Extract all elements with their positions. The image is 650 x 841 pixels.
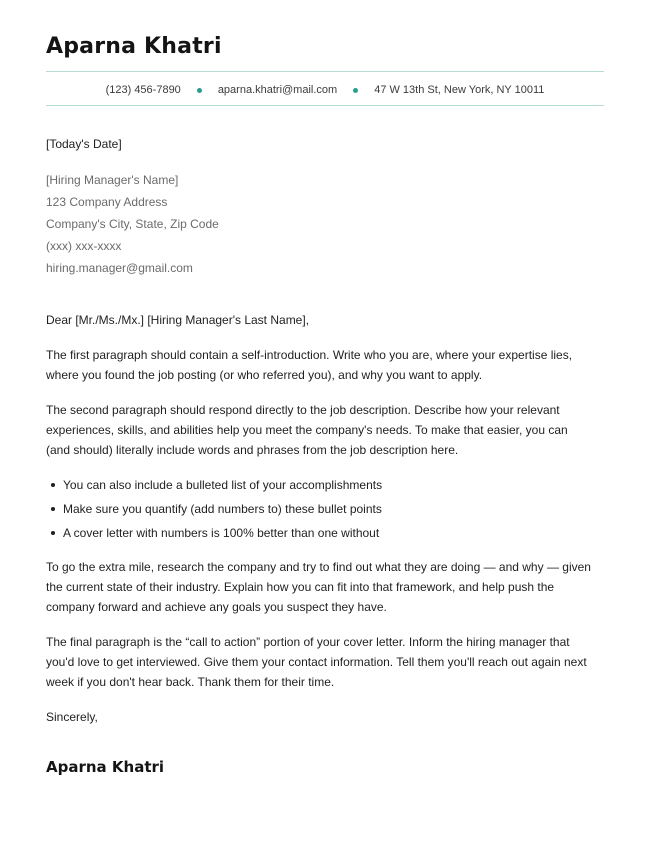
header-bottom-divider: [46, 105, 604, 106]
contact-bar: [46, 80, 604, 100]
contact-address: 47 W 13th St, New York, NY 10011: [374, 84, 545, 96]
contact-email: aparna.khatri@mail.com: [217, 84, 338, 96]
list-item: [46, 475, 591, 499]
applicant-name: Aparna Khatri: [46, 34, 222, 59]
list-item: [46, 523, 591, 547]
bullet-icon: [51, 531, 55, 535]
list-item-text: A cover letter with numbers is 100% better than one without: [63, 526, 380, 540]
paragraph-intro: The first paragraph should contain a self-introduction. Write who you are, where your expertise lies, where you found the job posting (or who referred you), and why you want to apply.: [46, 348, 573, 382]
contact-phone: (123) 456-7890: [105, 84, 181, 96]
recipient-city: Company's City, State, Zip Code: [46, 217, 219, 231]
signature-name: Aparna Khatri: [46, 758, 165, 776]
separator-dot-icon: [353, 88, 358, 93]
separator-dot-icon: [197, 88, 202, 93]
letter-date: [Today's Date]: [46, 137, 122, 151]
paragraph-research: To go the extra mile, research the company and try to find out what they are doing — and why — given the current state of their industry. Explain how you can fit into that framework, and help push the company forward and achieve any goals you suspect they have.: [46, 560, 591, 614]
list-item: [46, 499, 591, 523]
recipient-phone: (xxx) xxx-xxxx: [46, 239, 122, 253]
closing: Sincerely,: [46, 710, 98, 724]
recipient-email: hiring.manager@gmail.com: [46, 261, 193, 275]
salutation: Dear [Mr./Ms./Mx.] [Hiring Manager's Last Name],: [46, 313, 310, 327]
bullet-icon: [51, 483, 55, 487]
list-item-text: Make sure you quantify (add numbers to) these bullet points: [63, 502, 382, 516]
recipient-block: [46, 169, 591, 279]
header-top-divider: [46, 71, 604, 72]
list-item-text: You can also include a bulleted list of your accomplishments: [63, 478, 383, 492]
paragraph-job-fit: The second paragraph should respond directly to the job description. Describe how your relevant experiences, skills, and abilities help you meet the company's needs. To make that easier, you can (and should) literally include words and phrases from the job description here.: [46, 403, 568, 457]
recipient-address: 123 Company Address: [46, 195, 168, 209]
accomplishment-list: [46, 475, 591, 547]
bullet-icon: [51, 507, 55, 511]
recipient-name: [Hiring Manager's Name]: [46, 173, 179, 187]
paragraph-call-to-action: The final paragraph is the “call to action” portion of your cover letter. Inform the hiring manager that you'd love to get interviewed. Give them your contact information. Tell them you'll reach out again next week if you don't hear back. Thank them for their time.: [46, 635, 587, 689]
